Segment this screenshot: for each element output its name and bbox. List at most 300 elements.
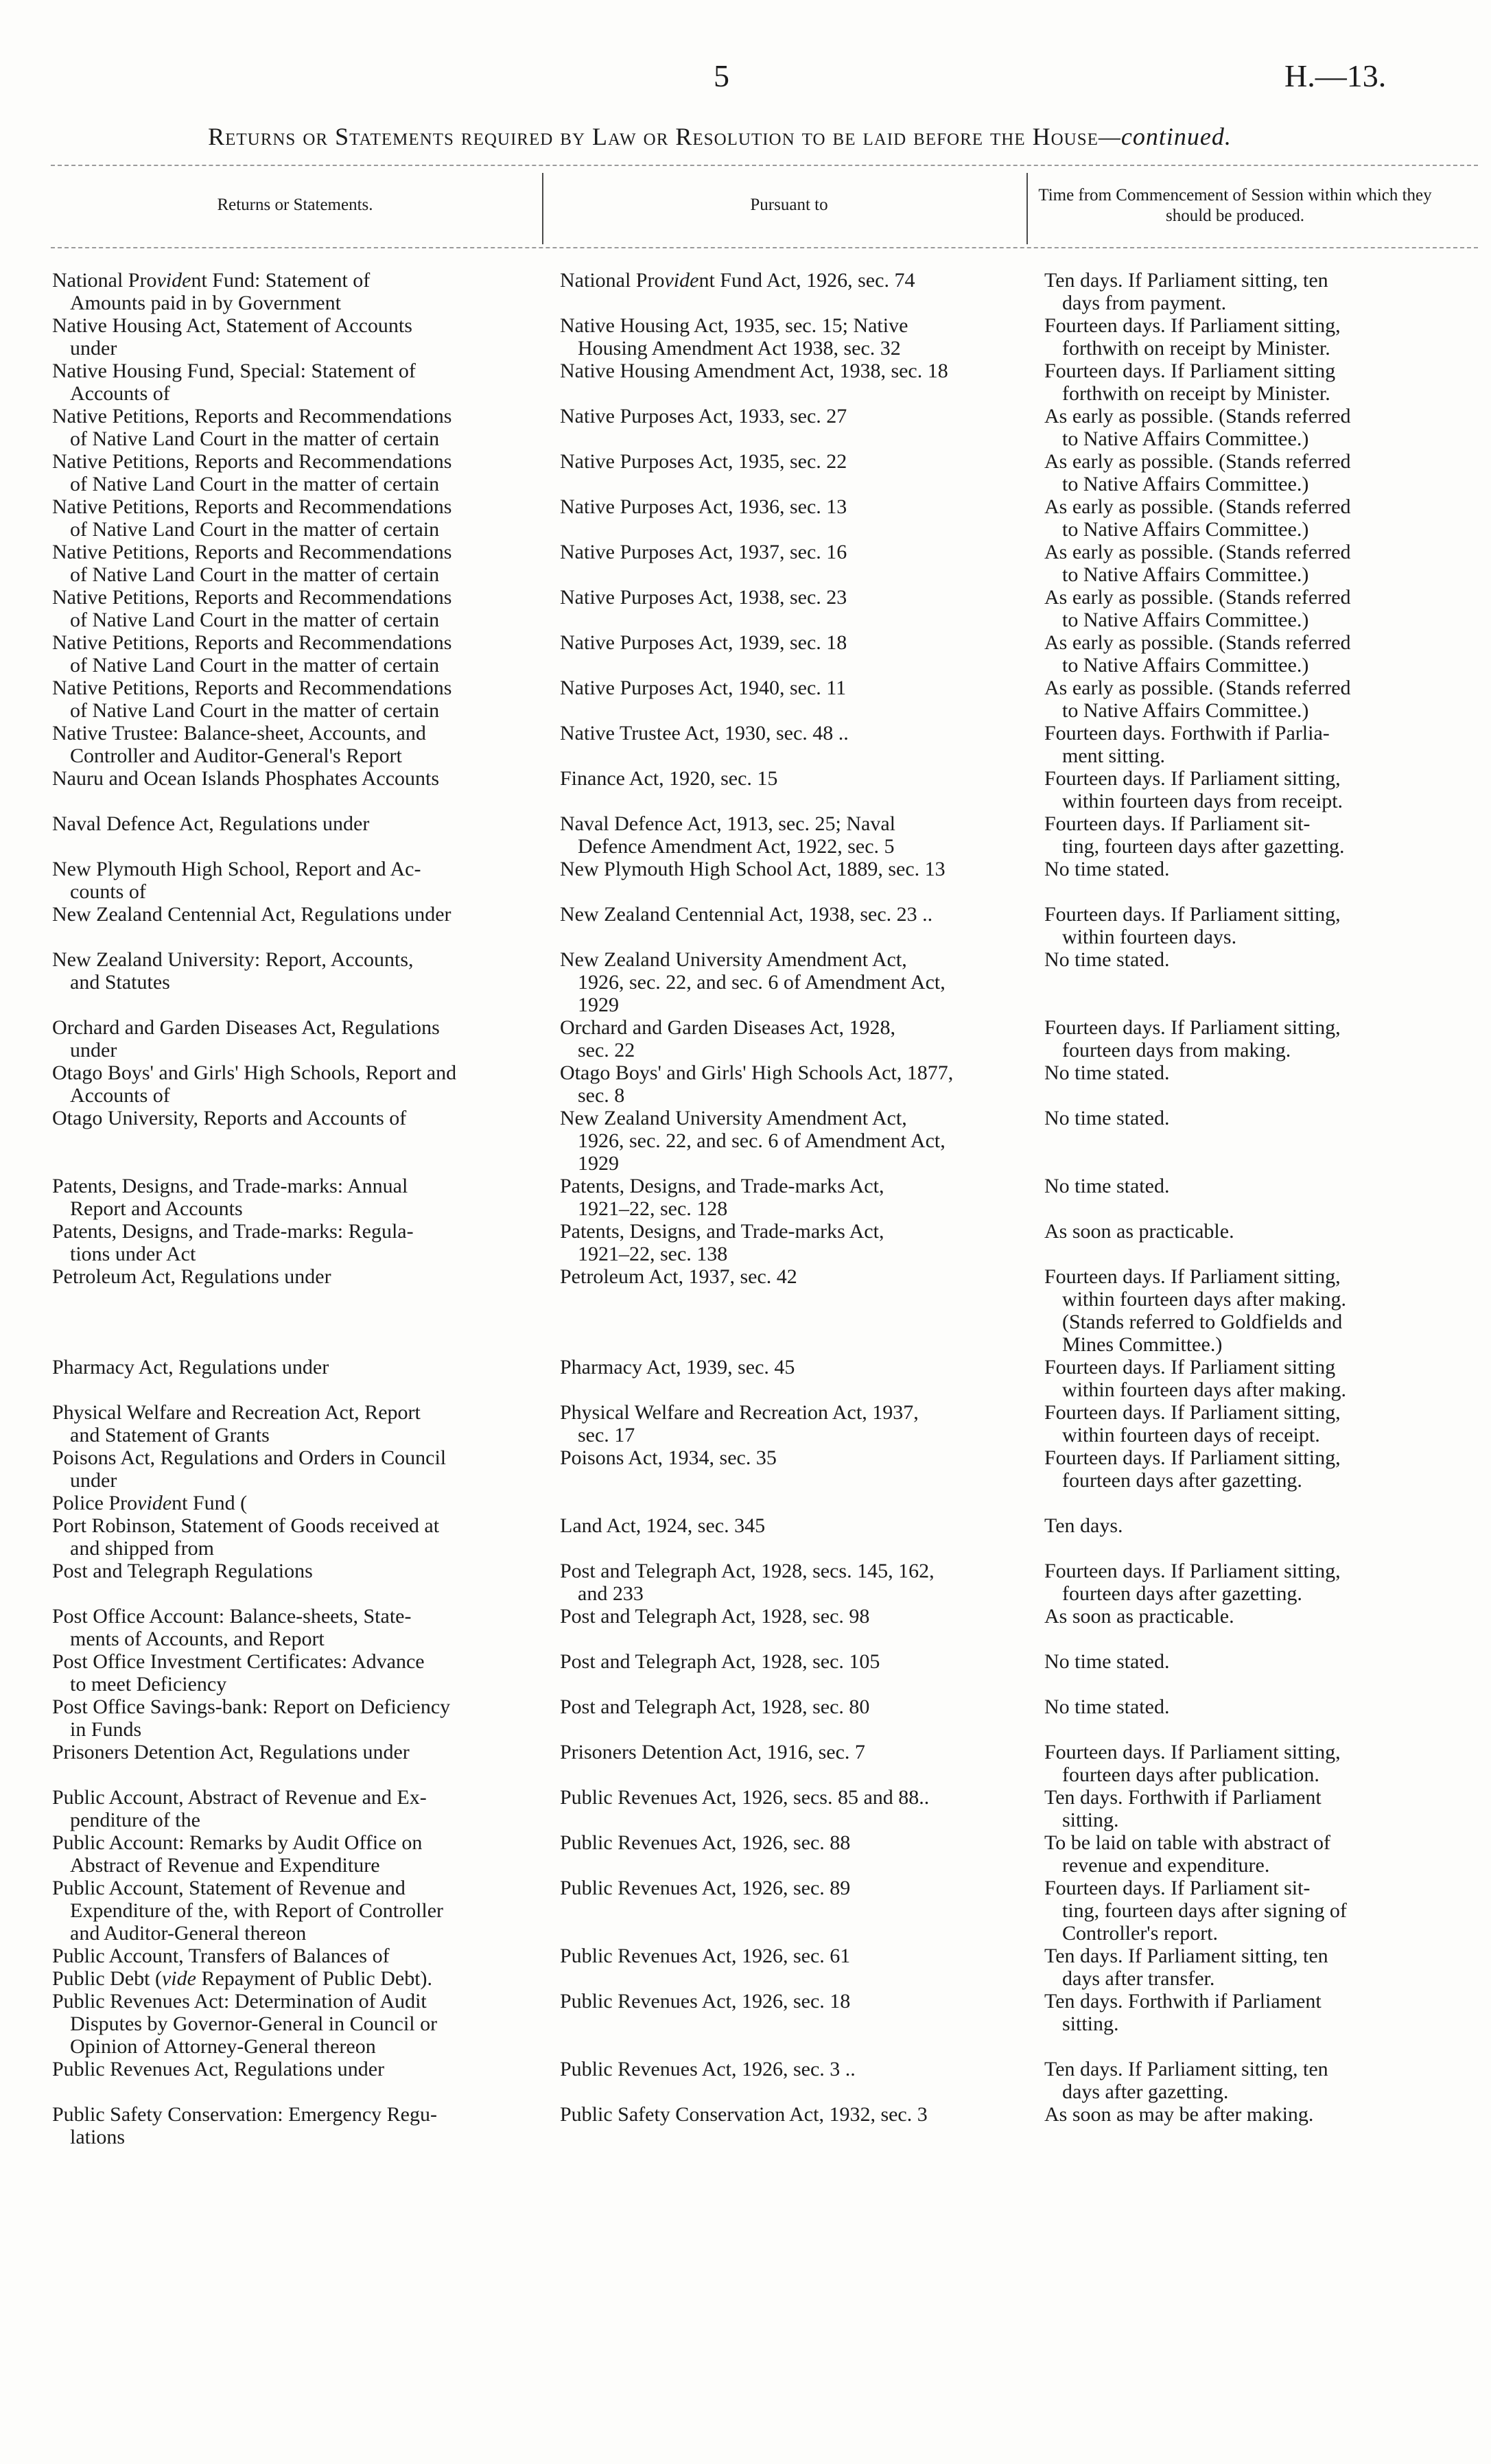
time-cell-line: to Native Affairs Committee.) xyxy=(1062,654,1309,677)
return-statement-cell xyxy=(52,767,532,790)
pursuant-to-cell-line: Orchard and Garden Diseases Act, 1928, xyxy=(560,1016,896,1039)
return-statement-cell xyxy=(52,2103,532,2148)
pursuant-to-cell-line: National Provident Fund Act, 1926, sec. 74 xyxy=(560,269,915,292)
pursuant-to-cell xyxy=(560,858,1013,880)
pursuant-to-cell xyxy=(560,269,1013,292)
return-statement-cell xyxy=(52,631,532,677)
return-statement-cell-line: Native Petitions, Reports and Recommendations xyxy=(52,405,452,427)
return-statement-cell-line: under xyxy=(70,337,117,360)
time-cell-line: within fourteen days after making. xyxy=(1062,1288,1347,1311)
pursuant-to-cell-line: 1929 xyxy=(578,1152,619,1175)
return-statement-cell xyxy=(52,948,532,994)
return-statement-cell-line: Native Petitions, Reports and Recommendations xyxy=(52,631,452,654)
time-cell-line: Ten days. If Parliament sitting, ten xyxy=(1044,2058,1328,2080)
return-statement-cell-line: Public Debt (vide Repayment of Public Debt). xyxy=(52,1967,433,1990)
column-header-pursuant: Pursuant to xyxy=(750,196,828,214)
return-statement-cell xyxy=(52,1514,532,1560)
pursuant-to-cell-line: New Zealand Centennial Act, 1938, sec. 23 .. xyxy=(560,903,933,926)
pursuant-to-cell-line: Otago Boys' and Girls' High Schools Act, 1877, xyxy=(560,1061,954,1084)
pursuant-to-cell-line: Physical Welfare and Recreation Act, 1937, xyxy=(560,1401,919,1424)
time-cell-line: Fourteen days. If Parliament sitting, xyxy=(1044,767,1341,790)
return-statement-cell xyxy=(52,1016,532,1061)
time-cell xyxy=(1044,812,1429,858)
return-statement-cell-line: Native Housing Act, Statement of Accounts xyxy=(52,314,412,337)
time-cell-line: sitting. xyxy=(1062,1809,1119,1831)
time-cell xyxy=(1044,1786,1429,1831)
pursuant-to-cell-line: Native Purposes Act, 1936, sec. 13 xyxy=(560,495,847,518)
return-statement-cell xyxy=(52,1560,532,1582)
time-cell-line: As early as possible. (Stands referred xyxy=(1044,631,1351,654)
pursuant-to-cell-line: 1926, sec. 22, and sec. 6 of Amendment Act, xyxy=(578,971,946,994)
pursuant-to-cell-line: Post and Telegraph Act, 1928, secs. 145, 162, xyxy=(560,1560,935,1582)
return-statement-cell-line: penditure of the xyxy=(70,1809,200,1831)
time-cell-line: Ten days. Forthwith if Parliament xyxy=(1044,1990,1322,2013)
return-statement-cell-line: under xyxy=(70,1039,117,1061)
time-cell xyxy=(1044,1560,1429,1605)
time-cell-line: forthwith on receipt by Minister. xyxy=(1062,337,1330,360)
time-cell-line: To be laid on table with abstract of xyxy=(1044,1831,1330,1854)
pursuant-to-cell-line: Housing Amendment Act 1938, sec. 32 xyxy=(578,337,901,360)
pursuant-to-cell xyxy=(560,1356,1013,1378)
pursuant-to-cell-line: Public Revenues Act, 1926, sec. 3 .. xyxy=(560,2058,856,2080)
pursuant-to-cell-line: Native Purposes Act, 1938, sec. 23 xyxy=(560,586,847,609)
time-cell-line: No time stated. xyxy=(1044,1175,1170,1197)
pursuant-to-cell xyxy=(560,314,1013,360)
return-statement-cell-line: Naval Defence Act, Regulations under xyxy=(52,812,370,835)
time-cell-line: within fourteen days of receipt. xyxy=(1062,1424,1320,1446)
time-cell xyxy=(1044,631,1429,677)
pursuant-to-cell-line: 1921–22, sec. 138 xyxy=(578,1243,728,1265)
time-cell xyxy=(1044,1990,1429,2035)
time-cell xyxy=(1044,1356,1429,1401)
time-cell-line: fourteen days after gazetting. xyxy=(1062,1582,1302,1605)
time-cell xyxy=(1044,360,1429,405)
return-statement-cell-line: Disputes by Governor-General in Council or xyxy=(70,2013,438,2035)
pursuant-to-cell-line: sec. 22 xyxy=(578,1039,635,1061)
return-statement-cell-line: Patents, Designs, and Trade-marks: Annual xyxy=(52,1175,408,1197)
return-statement-cell-line: Native Petitions, Reports and Recommendations xyxy=(52,586,452,609)
return-statement-cell-line: of Native Land Court in the matter of certain xyxy=(70,699,440,722)
return-statement-cell-line: New Zealand Centennial Act, Regulations under xyxy=(52,903,451,926)
pursuant-to-cell xyxy=(560,722,1013,744)
pursuant-to-cell-line: Native Purposes Act, 1939, sec. 18 xyxy=(560,631,847,654)
pursuant-to-cell-line: sec. 8 xyxy=(578,1084,625,1107)
return-statement-cell xyxy=(52,1741,532,1763)
return-statement-cell-line: under xyxy=(70,1469,117,1492)
time-cell-line: to Native Affairs Committee.) xyxy=(1062,699,1309,722)
time-cell-line: days after transfer. xyxy=(1062,1967,1215,1990)
time-cell-line: within fourteen days. xyxy=(1062,926,1237,948)
return-statement-cell-line: of Native Land Court in the matter of certain xyxy=(70,609,440,631)
time-cell xyxy=(1044,767,1429,812)
time-cell xyxy=(1044,1514,1429,1537)
pursuant-to-cell xyxy=(560,1945,1013,1967)
time-cell xyxy=(1044,948,1429,971)
time-cell-line: As soon as practicable. xyxy=(1044,1605,1234,1628)
return-statement-cell-line: Native Petitions, Reports and Recommendations xyxy=(52,677,452,699)
return-statement-cell-line: Native Petitions, Reports and Recommendations xyxy=(52,541,452,563)
time-cell xyxy=(1044,586,1429,631)
return-statement-cell xyxy=(52,541,532,586)
pursuant-to-cell-line: Native Purposes Act, 1933, sec. 27 xyxy=(560,405,847,427)
time-cell xyxy=(1044,405,1429,450)
pursuant-to-cell-line: Native Housing Amendment Act, 1938, sec. 18 xyxy=(560,360,948,382)
return-statement-cell xyxy=(52,1945,532,1967)
time-cell xyxy=(1044,1175,1429,1197)
time-cell-line: fourteen days after gazetting. xyxy=(1062,1469,1302,1492)
return-statement-cell xyxy=(52,1107,532,1129)
time-cell-line: As early as possible. (Stands referred xyxy=(1044,405,1351,427)
pursuant-to-cell-line: Patents, Designs, and Trade-marks Act, xyxy=(560,1220,884,1243)
return-statement-cell-line: of Native Land Court in the matter of certain xyxy=(70,563,440,586)
time-cell-line: Fourteen days. If Parliament sitting, xyxy=(1044,1741,1341,1763)
pursuant-to-cell xyxy=(560,1696,1013,1718)
pursuant-to-cell-line: Naval Defence Act, 1913, sec. 25; Naval xyxy=(560,812,895,835)
header-top-rule xyxy=(51,165,1478,166)
time-cell-line: Fourteen days. If Parliament sitting, xyxy=(1044,1265,1341,1288)
return-statement-cell-line: Post Office Investment Certificates: Advance xyxy=(52,1650,425,1673)
return-statement-cell xyxy=(52,1967,532,1990)
time-cell xyxy=(1044,1220,1429,1243)
return-statement-cell-line: Orchard and Garden Diseases Act, Regulations xyxy=(52,1016,440,1039)
time-cell-line: revenue and expenditure. xyxy=(1062,1854,1270,1877)
pursuant-to-cell-line: sec. 17 xyxy=(578,1424,635,1446)
time-cell xyxy=(1044,858,1429,880)
return-statement-cell-line: Public Account, Abstract of Revenue and Ex- xyxy=(52,1786,427,1809)
pursuant-to-cell xyxy=(560,1786,1013,1809)
return-statement-cell-line: Accounts of xyxy=(70,382,170,405)
return-statement-cell-line: Petroleum Act, Regulations under xyxy=(52,1265,331,1288)
time-cell xyxy=(1044,677,1429,722)
pursuant-to-cell xyxy=(560,1877,1013,1899)
pursuant-to-cell xyxy=(560,1016,1013,1061)
return-statement-cell xyxy=(52,812,532,835)
pursuant-to-cell-line: Land Act, 1924, sec. 345 xyxy=(560,1514,766,1537)
time-cell-line: As soon as may be after making. xyxy=(1044,2103,1314,2126)
document-code: H.—13. xyxy=(1284,58,1387,93)
pursuant-to-cell-line: Patents, Designs, and Trade-marks Act, xyxy=(560,1175,884,1197)
pursuant-to-cell xyxy=(560,1514,1013,1537)
time-cell-line: As early as possible. (Stands referred xyxy=(1044,495,1351,518)
time-cell xyxy=(1044,269,1429,314)
return-statement-cell xyxy=(52,360,532,405)
return-statement-cell-line: New Plymouth High School, Report and Ac- xyxy=(52,858,421,880)
time-cell-line: No time stated. xyxy=(1044,948,1170,971)
time-cell-line: to Native Affairs Committee.) xyxy=(1062,473,1309,495)
return-statement-cell xyxy=(52,314,532,360)
pursuant-to-cell-line: Native Purposes Act, 1937, sec. 16 xyxy=(560,541,847,563)
time-cell xyxy=(1044,1877,1429,1945)
time-cell-line: Fourteen days. If Parliament sitting, xyxy=(1044,1446,1341,1469)
return-statement-cell xyxy=(52,586,532,631)
return-statement-cell-line: Post and Telegraph Regulations xyxy=(52,1560,313,1582)
time-cell-line: ting, fourteen days after gazetting. xyxy=(1062,835,1345,858)
return-statement-cell-line: Abstract of Revenue and Expenditure xyxy=(70,1854,380,1877)
time-cell-line: to Native Affairs Committee.) xyxy=(1062,518,1309,541)
return-statement-cell xyxy=(52,405,532,450)
return-statement-cell-line: Otago University, Reports and Accounts of xyxy=(52,1107,407,1129)
pursuant-to-cell xyxy=(560,2058,1013,2080)
time-cell-line: No time stated. xyxy=(1044,1696,1170,1718)
time-cell-line: days from payment. xyxy=(1062,292,1227,314)
page-title xyxy=(51,122,1389,151)
pursuant-to-cell xyxy=(560,1605,1013,1628)
return-statement-cell xyxy=(52,1220,532,1265)
time-cell xyxy=(1044,2058,1429,2103)
return-statement-cell-line: Native Petitions, Reports and Recommendations xyxy=(52,450,452,473)
pursuant-to-cell xyxy=(560,1107,1013,1175)
pursuant-to-cell-line: New Plymouth High School Act, 1889, sec. 13 xyxy=(560,858,946,880)
return-statement-cell-line: of Native Land Court in the matter of certain xyxy=(70,518,440,541)
time-cell-line: Fourteen days. If Parliament sitting, xyxy=(1044,1560,1341,1582)
time-cell-line: Controller's report. xyxy=(1062,1922,1219,1945)
return-statement-cell-line: National Provident Fund: Statement of xyxy=(52,269,371,292)
pursuant-to-cell xyxy=(560,1220,1013,1265)
pursuant-to-cell xyxy=(560,495,1013,518)
time-cell-line: Fourteen days. If Parliament sitting, xyxy=(1044,1016,1341,1039)
time-cell xyxy=(1044,1945,1429,1990)
pursuant-to-cell-line: Public Safety Conservation Act, 1932, sec. 3 xyxy=(560,2103,928,2126)
return-statement-cell xyxy=(52,495,532,541)
return-statement-cell-line: Post Office Account: Balance-sheets, State- xyxy=(52,1605,412,1628)
return-statement-cell xyxy=(52,1786,532,1831)
pursuant-to-cell xyxy=(560,903,1013,926)
title-main: Returns or Statements required by Law or Resolution to be laid before the House xyxy=(208,123,1099,150)
return-statement-cell-line: and shipped from xyxy=(70,1537,214,1560)
time-cell xyxy=(1044,1016,1429,1061)
pursuant-to-cell-line: Defence Amendment Act, 1922, sec. 5 xyxy=(578,835,895,858)
time-cell-line: within fourteen days from receipt. xyxy=(1062,790,1343,812)
time-cell-line: Fourteen days. If Parliament sitting xyxy=(1044,360,1336,382)
time-cell-line: Fourteen days. If Parliament sitting, xyxy=(1044,314,1341,337)
pursuant-to-cell-line: New Zealand University Amendment Act, xyxy=(560,1107,907,1129)
return-statement-cell xyxy=(52,1446,532,1492)
time-cell xyxy=(1044,1401,1429,1446)
time-cell xyxy=(1044,2103,1429,2126)
pursuant-to-cell xyxy=(560,450,1013,473)
time-cell-line: ting, fourteen days after signing of xyxy=(1062,1899,1347,1922)
pursuant-to-cell-line: Native Trustee Act, 1930, sec. 48 .. xyxy=(560,722,849,744)
return-statement-cell-line: Public Revenues Act: Determination of Audit xyxy=(52,1990,427,2013)
pursuant-to-cell xyxy=(560,677,1013,699)
time-cell xyxy=(1044,1831,1429,1877)
time-cell-line: As early as possible. (Stands referred xyxy=(1044,677,1351,699)
pursuant-to-cell xyxy=(560,1560,1013,1605)
column-divider-2 xyxy=(1026,173,1028,244)
pursuant-to-cell xyxy=(560,767,1013,790)
return-statement-cell-line: New Zealand University: Report, Accounts, xyxy=(52,948,414,971)
return-statement-cell-line: Poisons Act, Regulations and Orders in Council xyxy=(52,1446,447,1469)
time-cell-line: As early as possible. (Stands referred xyxy=(1044,450,1351,473)
pursuant-to-cell-line: Public Revenues Act, 1926, sec. 89 xyxy=(560,1877,851,1899)
time-cell-line: Fourteen days. Forthwith if Parlia- xyxy=(1044,722,1330,744)
time-cell-line: Fourteen days. If Parliament sit- xyxy=(1044,812,1311,835)
time-cell xyxy=(1044,495,1429,541)
pursuant-to-cell-line: Post and Telegraph Act, 1928, sec. 98 xyxy=(560,1605,870,1628)
time-cell xyxy=(1044,903,1429,948)
time-cell-line: within fourteen days after making. xyxy=(1062,1378,1347,1401)
return-statement-cell xyxy=(52,1696,532,1741)
return-statement-cell xyxy=(52,1265,532,1288)
pursuant-to-cell xyxy=(560,405,1013,427)
pursuant-to-cell-line: Post and Telegraph Act, 1928, sec. 105 xyxy=(560,1650,880,1673)
pursuant-to-cell-line: 1926, sec. 22, and sec. 6 of Amendment Act, xyxy=(578,1129,946,1152)
return-statement-cell-line: and Statement of Grants xyxy=(70,1424,270,1446)
pursuant-to-cell-line: Post and Telegraph Act, 1928, sec. 80 xyxy=(560,1696,870,1718)
time-cell-line: fourteen days from making. xyxy=(1062,1039,1291,1061)
time-cell-line: Ten days. If Parliament sitting, ten xyxy=(1044,1945,1328,1967)
return-statement-cell-line: Controller and Auditor-General's Report xyxy=(70,744,402,767)
return-statement-cell xyxy=(52,1877,532,1945)
return-statement-cell xyxy=(52,1061,532,1107)
pursuant-to-cell xyxy=(560,1990,1013,2013)
time-cell-line: Fourteen days. If Parliament sitting xyxy=(1044,1356,1336,1378)
pursuant-to-cell-line: 1921–22, sec. 128 xyxy=(578,1197,728,1220)
time-cell-line: Fourteen days. If Parliament sitting, xyxy=(1044,903,1341,926)
time-cell xyxy=(1044,541,1429,586)
pursuant-to-cell-line: 1929 xyxy=(578,994,619,1016)
time-cell-line: sitting. xyxy=(1062,2013,1119,2035)
time-cell-line: Mines Committee.) xyxy=(1062,1333,1223,1356)
time-cell-line: (Stands referred to Goldfields and xyxy=(1062,1311,1343,1333)
return-statement-cell-line: Pharmacy Act, Regulations under xyxy=(52,1356,329,1378)
time-cell xyxy=(1044,1265,1429,1356)
pursuant-to-cell-line: Native Purposes Act, 1935, sec. 22 xyxy=(560,450,847,473)
pursuant-to-cell-line: Prisoners Detention Act, 1916, sec. 7 xyxy=(560,1741,865,1763)
time-cell-line: ment sitting. xyxy=(1062,744,1165,767)
time-cell-line: to Native Affairs Committee.) xyxy=(1062,563,1309,586)
pursuant-to-cell-line: Public Revenues Act, 1926, sec. 18 xyxy=(560,1990,851,2013)
time-cell xyxy=(1044,1446,1429,1492)
pursuant-to-cell xyxy=(560,1401,1013,1446)
return-statement-cell-line: Public Account, Statement of Revenue and xyxy=(52,1877,406,1899)
return-statement-cell-line: Native Housing Fund, Special: Statement of xyxy=(52,360,416,382)
pursuant-to-cell-line: Poisons Act, 1934, sec. 35 xyxy=(560,1446,777,1469)
time-cell-line: to Native Affairs Committee.) xyxy=(1062,609,1309,631)
return-statement-cell-line: lations xyxy=(70,2126,125,2148)
return-statement-cell-line: to meet Deficiency xyxy=(70,1673,227,1696)
time-cell xyxy=(1044,1107,1429,1129)
return-statement-cell-line: Post Office Savings-bank: Report on Deficiency xyxy=(52,1696,451,1718)
time-cell-line: forthwith on receipt by Minister. xyxy=(1062,382,1330,405)
return-statement-cell-line: of Native Land Court in the matter of certain xyxy=(70,427,440,450)
time-cell xyxy=(1044,1061,1429,1084)
return-statement-cell-line: and Statutes xyxy=(70,971,170,994)
time-cell xyxy=(1044,1650,1429,1673)
pursuant-to-cell xyxy=(560,1831,1013,1854)
pursuant-to-cell xyxy=(560,1265,1013,1288)
title-continued: —continued. xyxy=(1098,123,1232,150)
return-statement-cell-line: Report and Accounts xyxy=(70,1197,243,1220)
return-statement-cell-line: Public Safety Conservation: Emergency Regu- xyxy=(52,2103,437,2126)
pursuant-to-cell xyxy=(560,812,1013,858)
time-cell-line: to Native Affairs Committee.) xyxy=(1062,427,1309,450)
pursuant-to-cell xyxy=(560,1650,1013,1673)
return-statement-cell xyxy=(52,858,532,903)
pursuant-to-cell xyxy=(560,1175,1013,1220)
time-cell-line: As early as possible. (Stands referred xyxy=(1044,541,1351,563)
return-statement-cell-line: counts of xyxy=(70,880,146,903)
time-cell-line: Ten days. xyxy=(1044,1514,1123,1537)
time-cell xyxy=(1044,1696,1429,1718)
pursuant-to-cell-line: Public Revenues Act, 1926, sec. 61 xyxy=(560,1945,851,1967)
return-statement-cell-line: Otago Boys' and Girls' High Schools, Report and xyxy=(52,1061,457,1084)
return-statement-cell-line: and Auditor-General thereon xyxy=(70,1922,307,1945)
time-cell-line: No time stated. xyxy=(1044,858,1170,880)
pursuant-to-cell xyxy=(560,948,1013,1016)
time-cell-line: As soon as practicable. xyxy=(1044,1220,1234,1243)
return-statement-cell xyxy=(52,903,532,926)
return-statement-cell xyxy=(52,1990,532,2058)
return-statement-cell xyxy=(52,1401,532,1446)
return-statement-cell xyxy=(52,1831,532,1877)
return-statement-cell-line: Police Provident Fund ( xyxy=(52,1492,248,1514)
return-statement-cell-line: Physical Welfare and Recreation Act, Report xyxy=(52,1401,421,1424)
return-statement-cell xyxy=(52,677,532,722)
time-cell-line: fourteen days after publication. xyxy=(1062,1763,1319,1786)
pursuant-to-cell xyxy=(560,360,1013,382)
pursuant-to-cell xyxy=(560,2103,1013,2126)
return-statement-cell-line: Prisoners Detention Act, Regulations under xyxy=(52,1741,410,1763)
return-statement-cell-line: Native Petitions, Reports and Recommendations xyxy=(52,495,452,518)
pursuant-to-cell xyxy=(560,631,1013,654)
time-cell-line: No time stated. xyxy=(1044,1650,1170,1673)
pursuant-to-cell-line: and 233 xyxy=(578,1582,644,1605)
return-statement-cell-line: in Funds xyxy=(70,1718,142,1741)
return-statement-cell xyxy=(52,1650,532,1696)
return-statement-cell-line: Native Trustee: Balance-sheet, Accounts, and xyxy=(52,722,426,744)
time-cell-line: Ten days. If Parliament sitting, ten xyxy=(1044,269,1328,292)
column-divider-1 xyxy=(542,173,543,244)
return-statement-cell-line: ments of Accounts, and Report xyxy=(70,1628,325,1650)
return-statement-cell xyxy=(52,722,532,767)
pursuant-to-cell xyxy=(560,541,1013,563)
return-statement-cell-line: Amounts paid in by Government xyxy=(70,292,341,314)
time-cell-line: Fourteen days. If Parliament sit- xyxy=(1044,1877,1311,1899)
pursuant-to-cell-line: Public Revenues Act, 1926, secs. 85 and 88.. xyxy=(560,1786,930,1809)
header-bottom-rule xyxy=(51,247,1478,248)
return-statement-cell xyxy=(52,1356,532,1378)
time-cell xyxy=(1044,450,1429,495)
time-cell-line: days after gazetting. xyxy=(1062,2080,1229,2103)
return-statement-cell-line: of Native Land Court in the matter of certain xyxy=(70,473,440,495)
return-statement-cell xyxy=(52,450,532,495)
pursuant-to-cell xyxy=(560,1741,1013,1763)
return-statement-cell-line: Opinion of Attorney-General thereon xyxy=(70,2035,376,2058)
return-statement-cell xyxy=(52,1492,532,1514)
return-statement-cell-line: Public Account, Transfers of Balances of xyxy=(52,1945,390,1967)
pursuant-to-cell-line: Petroleum Act, 1937, sec. 42 xyxy=(560,1265,797,1288)
column-header-time: Time from Commencement of Session within which they should be produced. xyxy=(1038,186,1432,225)
return-statement-cell-line: of Native Land Court in the matter of certain xyxy=(70,654,440,677)
return-statement-cell xyxy=(52,1175,532,1220)
pursuant-to-cell-line: Native Purposes Act, 1940, sec. 11 xyxy=(560,677,847,699)
pursuant-to-cell xyxy=(560,1446,1013,1469)
time-cell xyxy=(1044,1741,1429,1786)
return-statement-cell-line: Patents, Designs, and Trade-marks: Regula- xyxy=(52,1220,414,1243)
return-statement-cell-line: Public Revenues Act, Regulations under xyxy=(52,2058,385,2080)
pursuant-to-cell-line: Pharmacy Act, 1939, sec. 45 xyxy=(560,1356,795,1378)
column-header-returns: Returns or Statements. xyxy=(217,196,373,214)
time-cell xyxy=(1044,722,1429,767)
page-number: 5 xyxy=(714,58,729,93)
return-statement-cell-line: Port Robinson, Statement of Goods received at xyxy=(52,1514,440,1537)
pursuant-to-cell-line: Public Revenues Act, 1926, sec. 88 xyxy=(560,1831,851,1854)
time-cell-line: No time stated. xyxy=(1044,1107,1170,1129)
return-statement-cell xyxy=(52,269,532,314)
pursuant-to-cell xyxy=(560,586,1013,609)
pursuant-to-cell-line: Finance Act, 1920, sec. 15 xyxy=(560,767,778,790)
